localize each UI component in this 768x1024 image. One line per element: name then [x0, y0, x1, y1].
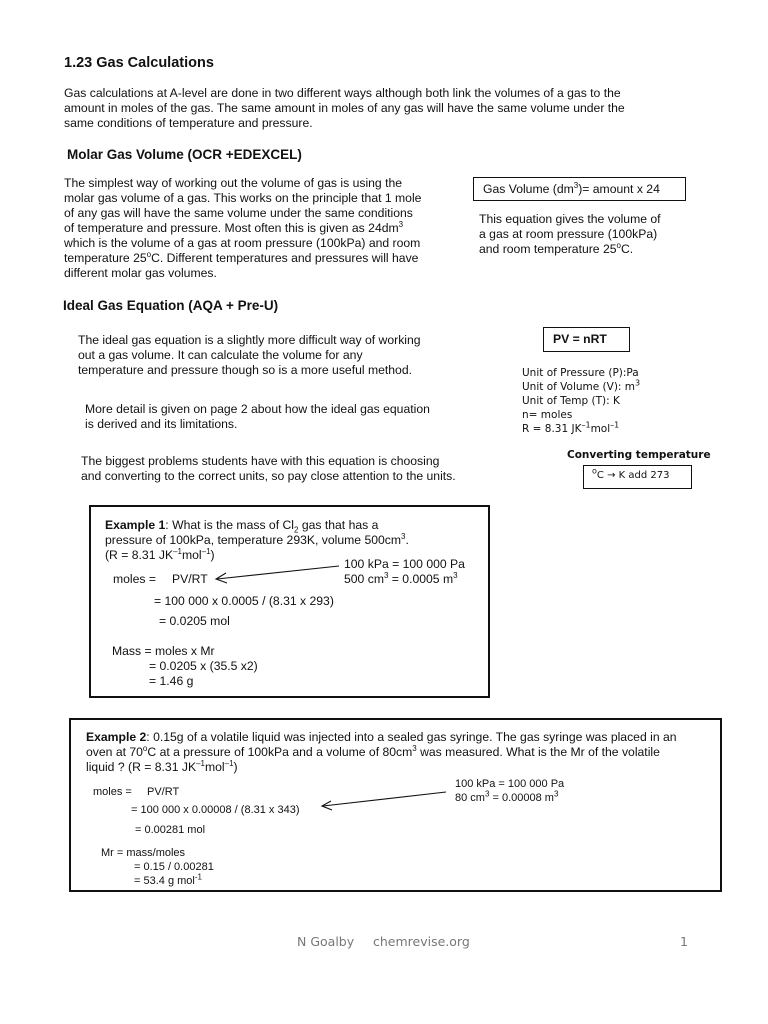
intro-line: amount in moles of the gas. The same amount in moles of any gas will have the same volume under the [64, 101, 625, 115]
example-1-conversion: 500 $cm^3 = 0.0005$ $m^3$ [344, 570, 458, 586]
example-2-moles-label: moles = [93, 786, 132, 798]
molar-note [479, 212, 661, 257]
ideal-line: out a gas volume. It can calculate the volume for any [78, 348, 363, 362]
unit-moles: n= moles [522, 409, 573, 421]
intro-line: same conditions of temperature and pressure. [64, 116, 313, 130]
molar-line: The simplest way of working out the volume of gas is using the [64, 176, 403, 190]
molar-paragraph [64, 176, 421, 281]
example-2-calc-1: = 100 000 x 0.00008 / (8.31 x 343) [131, 804, 300, 816]
example-2-mr-line: = 0.15 / 0.00281 [134, 861, 214, 873]
molar-equation: Gas Volume $(dm^3)=$ amount x 24 [483, 180, 660, 196]
arrow-right-icon: → [607, 470, 616, 481]
example-1-line: Example 1: What is the mass of $Cl_2$ gas that has a [105, 518, 379, 535]
convert-text: $^o$C → K add 273 [592, 466, 670, 481]
unit-r: R = 8.31 $JK^{-1}mol^{-1}$ [522, 420, 620, 435]
molar-line: of any gas will have the same volume under the same conditions [64, 206, 413, 220]
example-1-calc-1: = 100 000 x 0.0005 / (8.31 x 293) [154, 594, 334, 608]
convert-box [583, 465, 692, 489]
example-2-line: oven at 70$^o$C at a pressure of 100kPa and a volume of $80cm^3$ was measured. What is the Mr of the volatile [86, 743, 660, 759]
example-2-question [86, 730, 677, 775]
example-1-calc-2: = 0.0205 mol [159, 614, 230, 628]
footer-page-number: 1 [680, 934, 688, 949]
ideal-line: temperature and pressure though so is a more useful method. [78, 363, 412, 377]
molar-equation-box [473, 177, 686, 201]
example-1-mass-line: Mass = moles x Mr [112, 644, 215, 658]
molar-heading: Molar Gas Volume (OCR +EDEXCEL) [67, 147, 302, 162]
footer-author: N Goalby [297, 934, 355, 949]
ideal-paragraph-3 [81, 454, 456, 484]
ideal-equation-box [543, 327, 630, 352]
molar-note-line: and room temperature 25$^o$C. [479, 240, 634, 256]
example-1-line: (R = 8.31 $JK^{-1}mol^{-1}$) [105, 546, 215, 562]
example-2-calc-2: = 0.00281 mol [135, 824, 206, 836]
intro-line: Gas calculations at A-level are done in two different ways although both link the volumes of a gas to the [64, 86, 621, 100]
example-1-conversions [344, 557, 465, 587]
molar-line: different molar gas volumes. [64, 266, 217, 280]
example-2-conversions [455, 777, 564, 805]
example-2-line: liquid ? (R = 8.31 $JK^{-1}mol^{-1}$) [86, 758, 238, 774]
intro-paragraph [64, 86, 625, 131]
molar-note-line: This equation gives the volume of [479, 212, 661, 226]
molar-line: which is the volume of a gas at room pressure (100kPa) and room [64, 236, 421, 250]
unit-volume: Unit of Volume (V): $m^3$ [522, 378, 641, 393]
unit-temp: Unit of Temp (T): K [522, 395, 620, 407]
example-2-line: Example 2: 0.15g of a volatile liquid was injected into a sealed gas syringe. The gas syringe was placed in an [86, 730, 677, 744]
example-2-conversion: 80 $cm^3 = 0.00008$ $m^3$ [455, 789, 559, 804]
ideal-line: More detail is given on page 2 about how the ideal gas equation [85, 402, 430, 416]
example-2-mr-line: = 53.4 g mol$^{-1}$ [134, 872, 202, 887]
page-title: 1.23 Gas Calculations [64, 55, 214, 71]
ideal-line: is derived and its limitations. [85, 417, 238, 431]
example-2-mr-line: Mr = mass/moles [101, 847, 186, 859]
convert-heading: Converting temperature [567, 449, 711, 461]
footer-site: chemrevise.org [373, 934, 470, 949]
units-list [522, 366, 640, 436]
example-1-conversion: 100 kPa = 100 000 Pa [344, 557, 465, 571]
molar-note-line: a gas at room pressure (100kPa) [479, 227, 658, 241]
example-2-mr [101, 846, 214, 888]
ideal-line: The biggest problems students have with this equation is choosing [81, 454, 440, 468]
ideal-paragraph-1 [78, 333, 421, 378]
example-1-line: pressure of 100kPa, temperature 293K, volume $500cm^3$. [105, 531, 409, 547]
example-1-mass-line: = 0.0205 x (35.5 x2) [149, 659, 258, 673]
example-1-mass-line: = 1.46 g [149, 674, 194, 688]
ideal-paragraph-2 [85, 402, 430, 432]
example-2-moles-formula: PV/RT [147, 786, 180, 798]
molar-line: of temperature and pressure. Most often this is given as $24dm^3$ [64, 219, 404, 235]
example-2-conversion: 100 kPa = 100 000 Pa [455, 778, 565, 790]
unit-pressure: Unit of Pressure (P):Pa [522, 367, 639, 379]
molar-line: temperature 25$^o$C. Different temperatures and pressures will have [64, 249, 419, 265]
molar-line: molar gas volume of a gas. This works on the principle that 1 mole [64, 191, 422, 205]
example-1-mass [112, 644, 258, 689]
ideal-equation: PV = nRT [553, 332, 607, 346]
ideal-line: The ideal gas equation is a slightly more difficult way of working [78, 333, 421, 347]
example-1-moles-label: moles = [113, 572, 157, 586]
example-1-moles-formula: PV/RT [172, 572, 208, 586]
ideal-line: and converting to the correct units, so pay close attention to the units. [81, 469, 456, 483]
ideal-heading: Ideal Gas Equation (AQA + Pre-U) [63, 298, 279, 313]
